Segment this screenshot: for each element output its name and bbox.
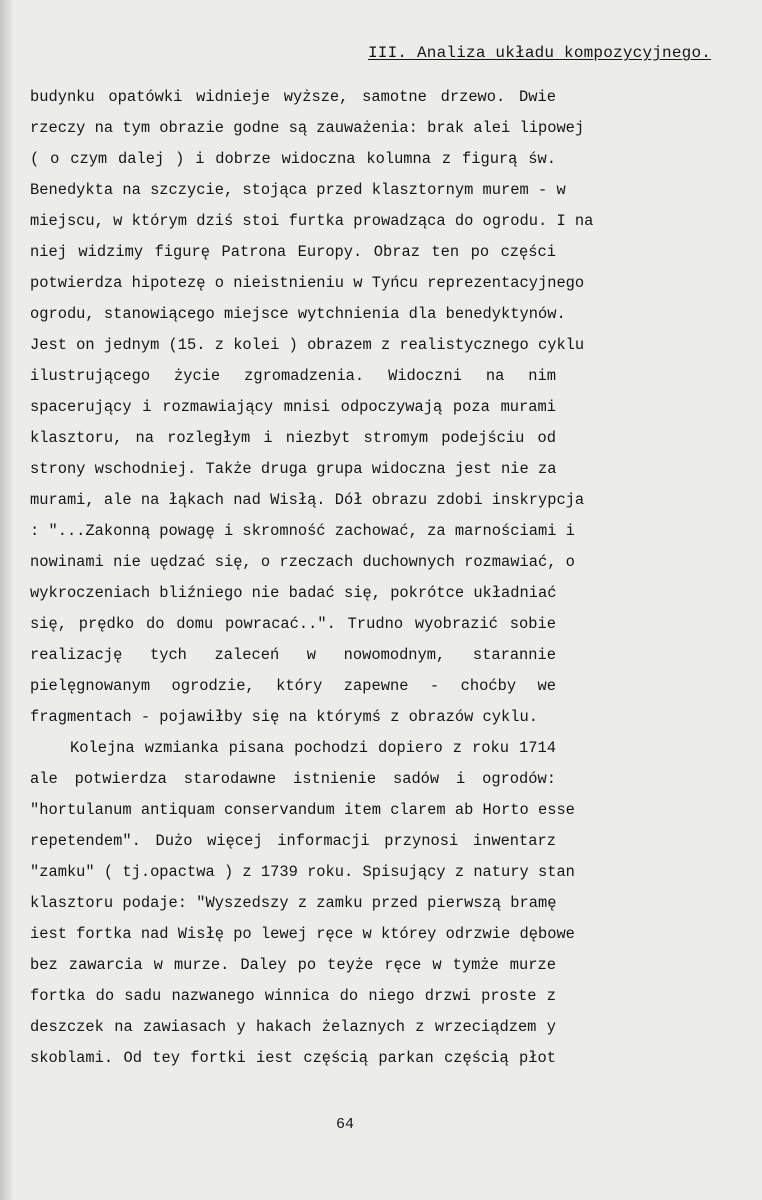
text-line: rzeczy na tym obrazie godne są zauważenia: brak alei lipowej [30,119,585,137]
text-line: Jest on jednym (15. z kolei ) obrazem z realistycznego cyklu [30,336,585,354]
text-line: deszczek na zawiasach y hakach żelaznych z wrzeciądzem y [30,1018,556,1036]
text-line: : "...Zakonną powagę i skromność zachować, za marnościami i [30,522,575,540]
text-line: niej widzimy figurę Patrona Europy. Obraz ten po części [30,243,556,261]
text-line: "hortulanum antiquam conservandum item clarem ab Horto esse [30,801,575,819]
text-line: klasztoru podaje: "Wyszedszy z zamku przed pierwszą bramę [30,894,557,912]
page-number: 64 [335,1116,354,1133]
scan-edge-shadow [0,0,14,1200]
text-line: się, prędko do domu powracać..". Trudno wyobrazić sobie [30,615,556,633]
chapter-header: III. Analiza układu kompozycyjnego. [368,44,712,62]
text-line: iest fortka nad Wisłę po lewej ręce w którey odrzwie dębowe [30,925,575,943]
text-line: ( o czym dalej ) i dobrze widoczna kolumna z figurą św. [30,150,556,168]
body-text [30,82,594,1074]
text-line: fortka do sadu nazwanego winnica do niego drzwi proste z [30,987,556,1005]
text-line: ale potwierdza starodawne istnienie sadów i ogrodów: [30,770,556,788]
text-line: realizację tych zaleceń w nowomodnym, starannie [30,646,556,664]
text-line: budynku opatówki widnieje wyższe, samotne drzewo. Dwie [30,88,556,106]
text-line: bez zawarcia w murze. Daley po teyże ręce w tymże murze [30,956,556,974]
text-line: klasztoru, na rozległym i niezbyt stromym podejściu od [30,429,556,447]
text-line: spacerujący i rozmawiający mnisi odpoczywają poza murami [30,398,556,416]
text-line: murami, ale na łąkach nad Wisłą. Dół obrazu zdobi inskrypcja [30,491,585,509]
text-line: skoblami. Od tey fortki iest częścią parkan częścią płot [30,1049,556,1067]
text-line: "zamku" ( tj.opactwa ) z 1739 roku. Spisujący z natury stan [30,863,575,881]
text-line: potwierdza hipotezę o nieistnieniu w Tyńcu reprezentacyjnego [30,274,585,292]
text-line: nowinami nie uędzać się, o rzeczach duchownych rozmawiać, o [30,553,575,571]
text-line: repetendem". Dużo więcej informacji przynosi inwentarz [30,832,556,850]
text-line: ogrodu, stanowiącego miejsce wytchnienia dla benedyktynów. [30,305,566,323]
text-line: strony wschodniej. Także druga grupa widoczna jest nie za [30,460,557,478]
text-line: fragmentach - pojawiłby się na którymś z obrazów cyklu. [30,708,538,726]
text-line: ilustrującego życie zgromadzenia. Widoczni na nim [30,367,556,385]
text-line: miejscu, w którym dziś stoi furtka prowadząca do ogrodu. I na [30,212,594,230]
text-line: Benedykta na szczycie, stojąca przed klasztornym murem - w [30,181,566,199]
text-line: pielęgnowanym ogrodzie, który zapewne - choćby we [30,677,556,695]
text-line: wykroczeniach bliźniego nie badać się, pokrótce układniać [30,584,557,602]
paragraph-first-line: Kolejna wzmianka pisana pochodzi dopiero z roku 1714 [70,739,556,757]
